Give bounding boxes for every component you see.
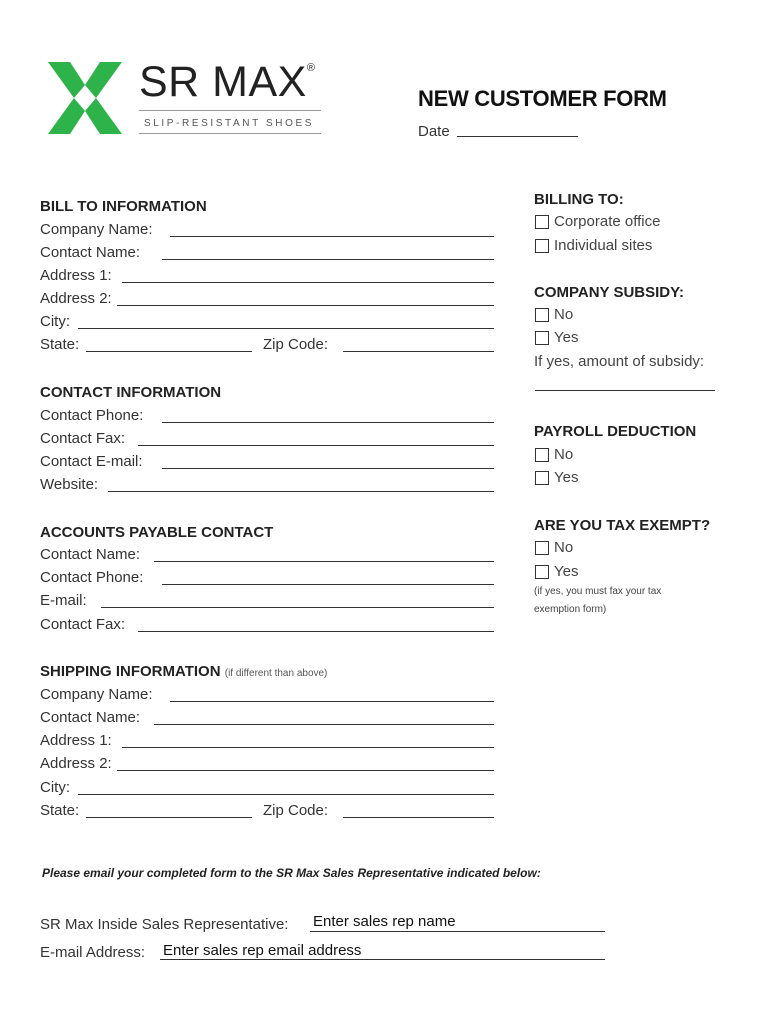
payroll-yes-checkbox[interactable] (535, 471, 549, 485)
ap-fax-field[interactable] (138, 631, 494, 632)
bill-to-heading: BILL TO INFORMATION (40, 198, 207, 215)
ap-name-label: Contact Name: (40, 546, 141, 563)
ap-email-field[interactable] (101, 607, 494, 608)
ship-zip-field[interactable] (343, 817, 494, 818)
shipping-heading (40, 663, 327, 680)
billing-individual-checkbox[interactable] (535, 239, 549, 253)
bill-address2-label: Address 2: (40, 290, 112, 307)
bill-zip-label: Zip Code: (263, 336, 329, 353)
ship-address1-label: Address 1: (40, 732, 112, 749)
ap-phone-label: Contact Phone: (40, 569, 144, 586)
email-label: E-mail Address: (40, 944, 146, 961)
subsidy-no-checkbox[interactable] (535, 308, 549, 322)
tax-yes-checkbox[interactable] (535, 565, 549, 579)
bill-address1-label: Address 1: (40, 267, 112, 284)
contact-website-label: Website: (40, 476, 99, 493)
billing-corporate-label: Corporate office (554, 213, 661, 230)
ship-company-label: Company Name: (40, 686, 153, 703)
form-title: NEW CUSTOMER FORM (418, 86, 667, 111)
bill-state-label: State: (40, 336, 80, 353)
tax-no-label: No (554, 539, 574, 556)
contact-phone-label: Contact Phone: (40, 407, 144, 424)
subsidy-amount-label: If yes, amount of subsidy: (534, 353, 705, 370)
rep-label: SR Max Inside Sales Representative: (40, 916, 289, 933)
ship-city-field[interactable] (78, 794, 494, 795)
ship-address2-field[interactable] (117, 770, 494, 771)
ship-company-field[interactable] (170, 701, 494, 702)
bill-address1-field[interactable] (122, 282, 494, 283)
shipping-heading-text: SHIPPING INFORMATION (40, 663, 221, 680)
bill-state-field[interactable] (86, 351, 252, 352)
contact-email-label: Contact E-mail: (40, 453, 143, 470)
email-value[interactable]: Enter sales rep email address (163, 942, 362, 959)
brand-rule (139, 110, 321, 111)
payroll-no-checkbox[interactable] (535, 448, 549, 462)
ship-address2-label: Address 2: (40, 755, 112, 772)
tax-no-checkbox[interactable] (535, 541, 549, 555)
payroll-heading: PAYROLL DEDUCTION (534, 423, 697, 440)
contact-phone-field[interactable] (162, 422, 494, 423)
billing-to-heading: BILLING TO: (534, 191, 624, 208)
ap-heading: ACCOUNTS PAYABLE CONTACT (40, 524, 274, 541)
billing-corporate-checkbox[interactable] (535, 215, 549, 229)
bill-city-field[interactable] (78, 328, 494, 329)
ship-contact-label: Contact Name: (40, 709, 141, 726)
ship-state-field[interactable] (86, 817, 252, 818)
logo (48, 62, 122, 134)
tax-note-line1: (if yes, you must fax your tax (534, 586, 662, 597)
bill-company-label: Company Name: (40, 221, 153, 238)
email-instruction: Please email your completed form to the SR Max Sales Representative indicated below: (42, 866, 541, 880)
date-field[interactable] (457, 136, 578, 137)
subsidy-yes-label: Yes (554, 329, 579, 346)
bill-company-field[interactable] (170, 236, 494, 237)
ship-address1-field[interactable] (122, 747, 494, 748)
ap-name-field[interactable] (154, 561, 494, 562)
bill-zip-field[interactable] (343, 351, 494, 352)
date-label: Date (418, 123, 450, 140)
subsidy-amount-field[interactable] (535, 390, 715, 391)
ap-phone-field[interactable] (162, 584, 494, 585)
contact-email-field[interactable] (162, 468, 494, 469)
brand-rule-bottom (139, 133, 321, 134)
billing-individual-label: Individual sites (554, 237, 653, 254)
email-field[interactable] (160, 959, 605, 960)
subsidy-yes-checkbox[interactable] (535, 331, 549, 345)
logo-x-icon (48, 62, 122, 134)
ship-contact-field[interactable] (154, 724, 494, 725)
payroll-yes-label: Yes (554, 469, 579, 486)
tax-heading: ARE YOU TAX EXEMPT? (534, 517, 711, 534)
date-row (418, 120, 578, 142)
contact-fax-field[interactable] (138, 445, 494, 446)
ap-fax-label: Contact Fax: (40, 616, 126, 633)
ap-email-label: E-mail: (40, 592, 87, 609)
subsidy-no-label: No (554, 306, 574, 323)
contact-fax-label: Contact Fax: (40, 430, 126, 447)
bill-address2-field[interactable] (117, 305, 494, 306)
ship-city-label: City: (40, 779, 70, 796)
bill-zip-row (263, 333, 343, 355)
brand-tagline: SLIP-RESISTANT SHOES (144, 118, 314, 129)
payroll-no-label: No (554, 446, 574, 463)
subsidy-heading: COMPANY SUBSIDY: (534, 284, 685, 301)
bill-contact-field[interactable] (162, 259, 494, 260)
tax-yes-label: Yes (554, 563, 579, 580)
rep-name-field[interactable] (310, 931, 605, 932)
bill-city-label: City: (40, 313, 70, 330)
shipping-note: (if different than above) (224, 668, 328, 679)
rep-name-value[interactable]: Enter sales rep name (313, 913, 456, 930)
brand-name: SR MAX® (139, 58, 316, 106)
ship-zip-label: Zip Code: (263, 802, 329, 819)
contact-heading: CONTACT INFORMATION (40, 384, 222, 401)
ship-zip-row (263, 799, 343, 821)
contact-website-field[interactable] (108, 491, 494, 492)
ship-state-label: State: (40, 802, 80, 819)
bill-contact-label: Contact Name: (40, 244, 141, 261)
tax-note-line2: exemption form) (534, 604, 607, 615)
